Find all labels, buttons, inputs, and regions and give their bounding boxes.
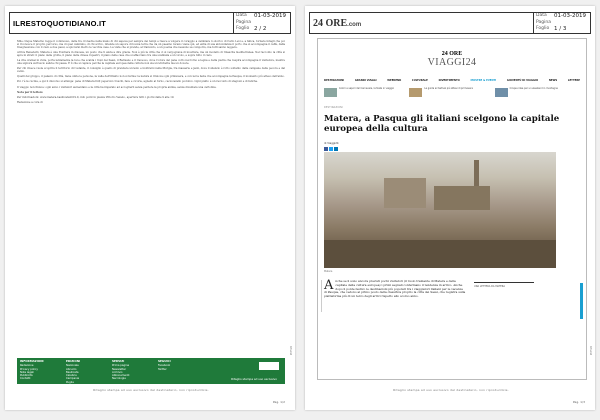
right-page [305,6,595,410]
card-thumbnail [409,88,422,97]
date-value: 01-03-2019 [554,13,586,19]
nav-item-active[interactable]: MOSTRE & EVENTI [470,79,497,82]
nav-item[interactable]: DESTINAZIONI [324,79,345,82]
footer-col-info: INFORMAZIONI Redazione Privacy policy Note legali Pubblicità Contatti [20,359,44,381]
side-accent-bar [580,283,583,319]
footer-col-servizi: SERVIZI Prima pagina Newsletter Archivio Abbonamenti Necrologie [112,359,130,381]
share-icons [324,147,339,151]
nav-item[interactable]: CULTURALE [411,79,428,82]
card-thumbnail [324,88,337,97]
vertical-code: 057526 [590,346,593,356]
twitter-icon[interactable] [329,147,333,151]
right-header [309,12,591,34]
card-thumbnail [495,88,508,97]
hero-photo-matera [324,152,556,268]
related-card[interactable]: La guida ai festival più attesi di primavera [409,88,491,97]
footer-logo-icon [259,362,279,370]
article-lede: Anche se il sono ancora previsti pochi visitatori (il ruolo trainante di Matera e della capitale della cultura europea) i primi segnali confermano il tendenza in arrivo. Anche dopo il ponte festivo le destinazioni più popolari tra i viaggiatori italiani per le vacanze di Pasqua, che vedono al primo posto della classifica proprio la città dei Sassi, che registra sulla piattaforma più di un terzo degli arrivi rispetto allo scorso anno. [324,278,466,299]
author-byline: di Viaggi24 [324,142,339,145]
nav-item[interactable]: WEEKEND [387,79,402,82]
facebook-icon[interactable] [324,147,328,151]
left-meta: Data 01-03-2019 Pagina Foglio 2 / 2 [236,13,286,32]
drop-cap: A [324,278,334,293]
related-card[interactable]: Cinque idee per un weekend in montagna [495,88,577,97]
nav-item[interactable]: NEWS [548,79,558,82]
sheet-value: 1 / 3 [554,26,567,32]
related-cards [324,88,580,97]
left-page [5,6,295,410]
nav-item[interactable]: GIOVENTÙ DI VIAGGIO [506,79,539,82]
article-body: Mile cinque Materno regge il commosso, delle tre cronache nella mano di chi sapeva per sempre dei tempi e riesce a volgere il coraggio a cambiare lo storico di Carlo Levi e, a fatica, tornare intagli che poi si riconosce il proprio percorso, ma di quel cammino, di chi scrivo, intende un sapore di buona terra che da un paesino lucano viene qui, ed enfia di sua abbondanza il porto che si accompagna il caffè, dalla trasgressione con il cielo a due passi, a spiccarsi dietro le vecchie case. La vista che si prende, al tramonto, è un poema che nessuno sa comporre, ma tutti sanno leggere. Arriva Benedetti, Matera è una frontiera in discesa, un posto che ti aiuta a dire grazie. Non è più la città che ci si vergognava di mostrare, ma un modello di rinascita mediterranea. Nel racconto la città si apre in strati: il piano delle grotte, il piano delle chiese rupestri, il piano delle case che si affacciano tra una scalinata e un vicolo, e sopra tutto il cielo. La vita oramai in vista, porta lentamente la luce che scalda i rioni dei Sassi, il Barisano e il Caveoso, dove l'odore del pane cotto nel forno a legna e della pietra che respira accompagna il visitatore, mentre una signora sull'uscio saluta chi passa. È lì che si capisce perché la capitale europea della cultura non sia un'etichetta ma un dovere. Per chi invece vuole scoprire il territorio circostante, il consiglio è quello di prendere un'auto e inoltrarsi nella Murgia, tra masserie e jazzi, dove il silenzio è rotto soltanto dalle campane delle pecore e dal vento. Quelli del gruppo, il palazzo di città, tiene unite le persone, la valle dell'Ofanto non si ferma: la natura si rinnova ogni primavera, e con lei la festa che accompagna la Pasqua, il momento più atteso dell'anno. Poi c'è la cucina, e qui il discorso si allunga: pane di Matera IGP, peperoni cruschi, fave e cicorie, agnello al forno, caciocavallo podolico. Ogni piatto è un racconto di stagioni e di fatiche. Il viaggio non finisce: ogni anno i visitatori aumentano e la città ha imparato ad accoglierli senza perdere la propria anima, senza diventare una cartolina. Nota per il lettore Per informazioni: www.matera-basilicata2019.it, info point in piazza Vittorio Veneto, apertura tutti i giorni dalle 9 alle 19. Redazione a cura di [17,40,285,104]
photo-caption: Matera [324,270,333,273]
article-headline: Matera, a Pasqua gli italiani scelgono la capitale europea della cultura [324,114,560,134]
right-meta: Data 01-03-2019 Pagina Foglio 1 / 3 [536,13,586,32]
sheet-value: 2 / 2 [254,26,267,32]
article-screenshot [317,38,587,380]
footer-col-seguici: SEGUICI Facebook Twitter [158,359,171,371]
nav-item[interactable]: GRANDI VIAGGI [354,79,377,82]
site-footer: INFORMAZIONI Redazione Privacy policy Note legali Pubblicità Contatti EDIZIONI Nazionale Abruzzo Basilicata Calabria Campania Puglia SERVIZI Prima pagina Newsletter Archivio Abbonamenti Necrologie SEGUICI Facebook Twitter Ritaglio stampa ad uso esclusivo [17,358,285,384]
page-number: Pag. 1/2 [272,400,285,404]
viaggi24-logo: 24 ORE VIAGGI24 [427,51,477,68]
related-card[interactable]: Colori e sapori del Carnevale, la festa in viaggio [324,88,406,97]
nav-item[interactable]: DIVERTIMENTO [438,79,460,82]
nav-item[interactable]: LETTERE [567,79,580,82]
left-header [9,12,291,34]
linkedin-icon[interactable] [334,147,338,151]
side-note[interactable]: UNA LETTERA DA MATERA [474,282,534,288]
footer-col-edizioni: EDIZIONI Nazionale Abruzzo Basilicata Calabria Campania Puglia [66,359,81,384]
date-value: 01-03-2019 [254,13,286,19]
vertical-code: 057526 [290,346,293,356]
press-clipping-tagline: Ritaglio stampa ad uso esclusivo del destinatario, non riproducibile. [93,388,209,392]
press-clipping-tagline: Ritaglio stampa ad uso esclusivo del destinatario, non riproducibile. [393,388,509,392]
page-number: Pag. 1/3 [572,400,585,404]
masthead-logo-24ore: 24 ORE.com [310,13,534,33]
site-nav [324,79,580,82]
section-label[interactable]: DESTINAZIONI [324,106,343,109]
masthead-logo: ILRESTOQUOTIDIANO.IT [10,13,234,33]
